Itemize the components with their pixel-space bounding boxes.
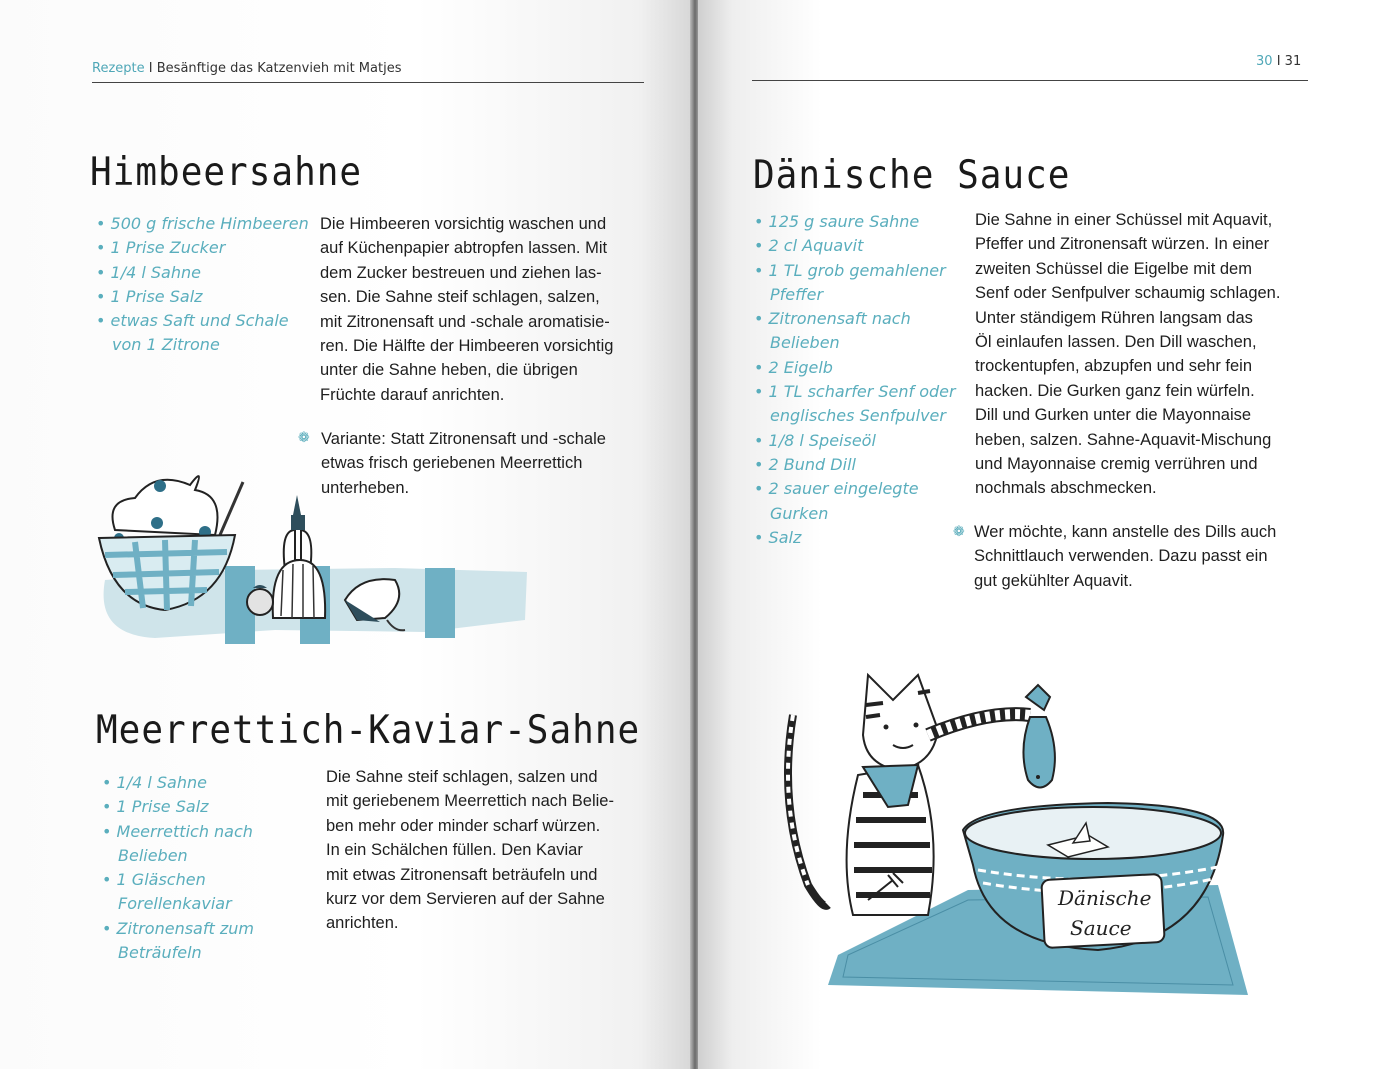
- text-line: Dill und Gurken unter die Mayonnaise: [975, 406, 1252, 425]
- ingredient: • 1 TL grob gemahlener Pfeffer: [754, 259, 950, 308]
- text-line: Die Sahne in einer Schüssel mit Aquavit,: [975, 211, 1273, 229]
- raspberry-cream-illustration: [95, 460, 535, 655]
- ingredient: • 1 Prise Salz: [102, 795, 302, 819]
- text-line: Die Sahne steif schlagen, salzen und: [326, 768, 598, 786]
- text-line: mit Zitronensaft und -schale aromatisie-: [320, 312, 610, 331]
- header-separator: I: [148, 61, 153, 76]
- ingredient: • 1 Prise Salz: [96, 285, 311, 309]
- header-rule: [92, 82, 644, 83]
- text-line: heben, salzen. Sahne-Aquavit-Mischung: [975, 430, 1272, 449]
- text-line: kurz vor dem Servieren auf der Sahne: [326, 890, 605, 909]
- text-line: Öl einlaufen lassen. Den Dill waschen,: [975, 333, 1257, 352]
- text-line: trockentupfen, abzupfen und sehr fein: [975, 357, 1253, 376]
- page-number-separator: I: [1276, 54, 1281, 69]
- text-line: sen. Die Sahne steif schlagen, salzen,: [320, 288, 600, 307]
- text-line: unter die Sahne heben, die übrigen: [320, 361, 578, 380]
- text-line: mit geriebenem Meerrettich nach Belie-: [326, 792, 614, 811]
- ingredient: • 1/4 l Sahne: [96, 261, 311, 285]
- text-line: unterheben.: [321, 478, 410, 497]
- ingredient: • 1 Prise Zucker: [96, 236, 311, 260]
- ingredient: • Zitronensaft nach Belieben: [754, 307, 920, 356]
- text-line: gut gekühlter Aquavit.: [974, 571, 1133, 590]
- recipe-title-himbeersahne: Himbeersahne: [90, 149, 363, 196]
- text-line: und Mayonnaise cremig verrühren und: [975, 455, 1258, 474]
- recipe-title-daenische-sauce: Dänische Sauce: [753, 152, 1071, 199]
- text-line: Senf oder Senfpulver schaumig schlagen.: [975, 284, 1281, 303]
- ingredient: • 1/4 l Sahne: [102, 771, 302, 795]
- ingredient-list-daenische-sauce: [754, 210, 969, 550]
- instructions-daenische-sauce: [975, 208, 1325, 501]
- text-line: Unter ständigem Rühren langsam das: [975, 308, 1253, 327]
- right-page: [698, 0, 1384, 1069]
- text-line: anrichten.: [326, 914, 399, 933]
- ingredient-list-meerrettich-kaviar-sahne: [102, 771, 302, 965]
- ingredient-list-himbeersahne: [96, 212, 311, 358]
- instructions-himbeersahne: [320, 212, 660, 407]
- ingredient: • 2 Bund Dill: [754, 453, 969, 477]
- text-line: etwas frisch geriebenen Meerrettich: [321, 454, 583, 473]
- text-line: Schnittlauch verwenden. Dazu passt ein: [974, 547, 1268, 566]
- cat-fish-bowl-illustration: [768, 655, 1268, 1015]
- tip-daenische-sauce: [974, 520, 1324, 593]
- ingredient: • 2 cl Aquavit: [754, 234, 969, 258]
- ingredient: • 125 g saure Sahne: [754, 210, 969, 234]
- paw-icon: ❁: [298, 430, 310, 446]
- text-line: In ein Schälchen füllen. Den Kaviar: [326, 841, 583, 860]
- text-line: Früchte darauf anrichten.: [320, 385, 505, 404]
- running-header: [92, 61, 401, 76]
- page-number-left: 30: [1256, 54, 1273, 69]
- ingredient: • 1/8 l Speiseöl: [754, 429, 969, 453]
- text-line: ben mehr oder minder scharf würzen.: [326, 816, 601, 835]
- bowl-label-line1: Dänische: [1058, 886, 1152, 910]
- ingredient: • 500 g frische Himbeeren: [96, 212, 311, 236]
- paw-icon: ❁: [953, 524, 965, 540]
- header-rule: [752, 80, 1308, 81]
- text-line: auf Küchenpapier abtropfen lassen. Mit: [320, 239, 608, 258]
- page-number-right: 31: [1284, 54, 1302, 69]
- ingredient: • 1 Gläschen Forellenkaviar: [102, 868, 253, 917]
- text-line: nochmals abschmecken.: [975, 479, 1157, 498]
- ingredient: • 2 sauer eingelegte Gurken: [754, 477, 930, 526]
- page-numbers: [1256, 54, 1301, 69]
- ingredient: • Salz: [754, 526, 969, 550]
- text-line: hacken. Die Gurken ganz fein würfeln.: [975, 381, 1255, 400]
- ingredient: • etwas Saft und Schale von 1 Zitrone: [96, 309, 297, 358]
- text-line: zweiten Schüssel die Eigelbe mit dem: [975, 259, 1252, 278]
- ingredient: • 2 Eigelb: [754, 356, 969, 380]
- header-section: Rezepte: [92, 61, 145, 76]
- ingredient: • Zitronensaft zum Beträufeln: [102, 917, 278, 966]
- text-line: mit etwas Zitronensaft beträufeln und: [326, 865, 598, 884]
- text-line: Variante: Statt Zitronensaft und -schale: [321, 430, 606, 448]
- text-line: Wer möchte, kann anstelle des Dills auch: [974, 523, 1277, 541]
- ingredient: • Meerrettich nach Belieben: [102, 820, 278, 869]
- instructions-meerrettich-kaviar-sahne: [326, 765, 671, 936]
- text-line: Die Himbeeren vorsichtig waschen und: [320, 215, 607, 233]
- ingredient: • 1 TL scharfer Senf oder englisches Senfpulver: [754, 380, 970, 429]
- recipe-title-meerrettich-kaviar-sahne: Meerrettich-Kaviar-Sahne: [96, 707, 641, 754]
- header-chapter: Besänftige das Katzenvieh mit Matjes: [156, 61, 402, 76]
- text-line: Pfeffer und Zitronensaft würzen. In einer: [975, 235, 1270, 254]
- text-line: dem Zucker bestreuen und ziehen las-: [320, 263, 602, 282]
- text-line: ren. Die Hälfte der Himbeeren vorsichtig: [320, 337, 614, 356]
- bowl-label-line2: Sauce: [1070, 916, 1132, 940]
